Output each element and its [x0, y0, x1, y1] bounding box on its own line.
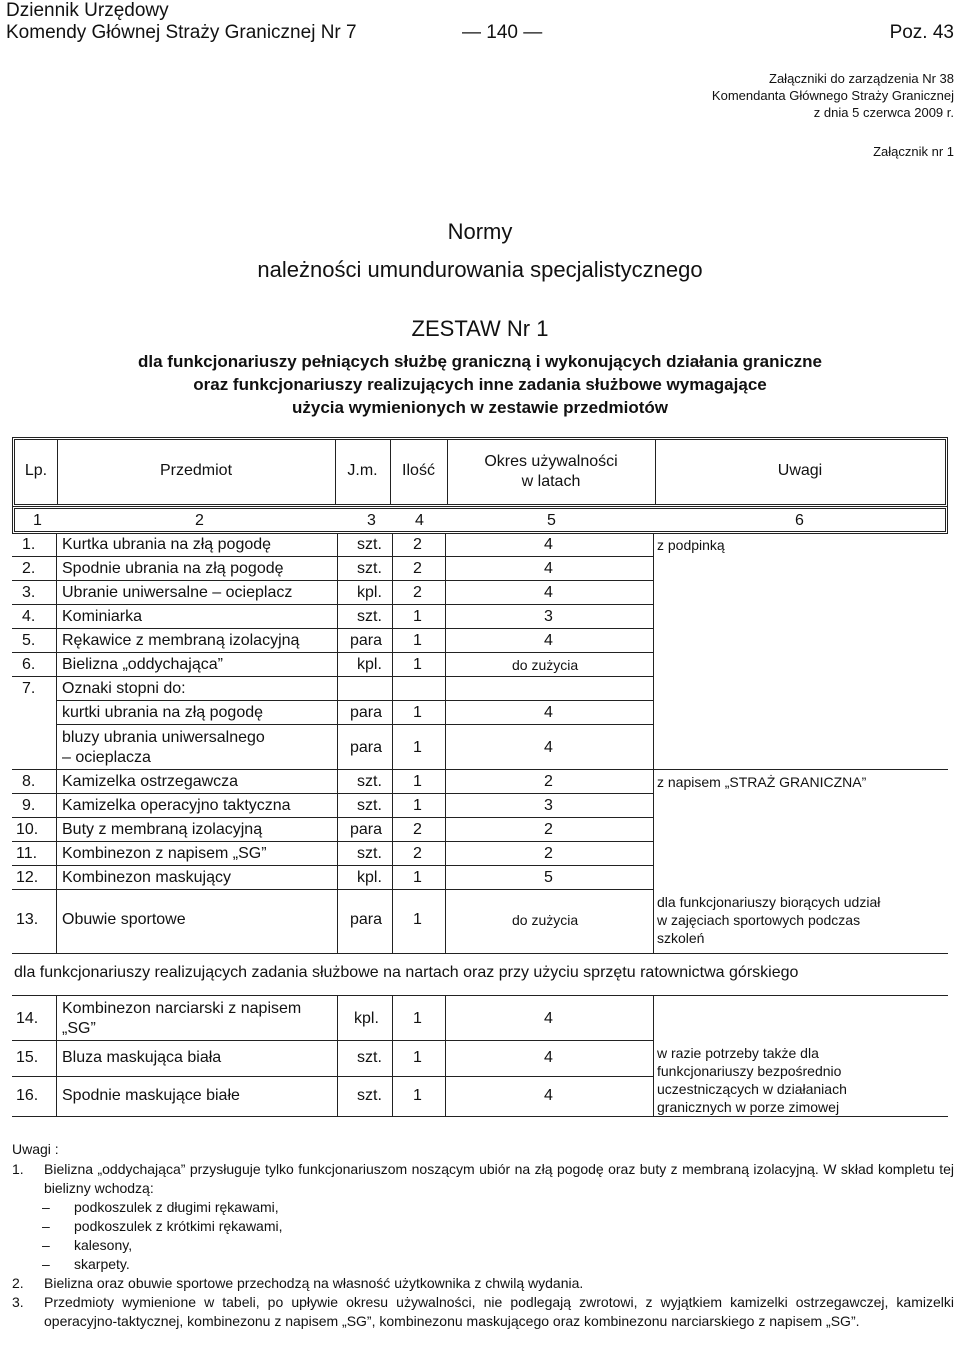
desc-line-1: dla funkcjonariuszy pełniących służbę graniczną i wykonujących działania graniczne	[138, 352, 822, 371]
row-7b-item-line-1: bluzy ubrania uniwersalnego	[62, 729, 265, 746]
row-1-period: 4	[544, 536, 553, 553]
header-remarks: Uwagi	[777, 462, 823, 479]
row-16-qty: 1	[413, 1087, 422, 1104]
index-6: 6	[795, 512, 804, 529]
index-1: 1	[33, 512, 42, 529]
row-7b-period: 4	[544, 739, 553, 756]
note-2-number: 2.	[12, 1275, 24, 1291]
row-9-item: Kamizelka operacyjno taktyczna	[62, 797, 291, 814]
row-5-item: Rękawice z membraną izolacyjną	[62, 632, 300, 649]
row-12-unit: kpl.	[357, 869, 382, 886]
journal-title	[6, 0, 357, 44]
row-11-qty: 2	[413, 845, 422, 862]
row-7-lp: 7.	[22, 680, 36, 697]
desc-line-2: oraz funkcjonariuszy realizujących inne zadania służbowe wymagające	[193, 375, 767, 394]
header-lp: Lp.	[24, 462, 48, 479]
row-13-period: do zużycia	[512, 912, 579, 928]
row-1-lp: 1.	[22, 536, 36, 553]
row-15-unit: szt.	[357, 1049, 382, 1066]
row-8-remarks: z napisem „STRAŻ GRANICZNA”	[657, 774, 867, 790]
header-qty: Ilość	[402, 462, 435, 479]
header-period	[447, 452, 655, 492]
row-13-remarks-line-3: szkoleń	[657, 930, 705, 946]
row-5-period: 4	[544, 632, 553, 649]
row-1-remarks: z podpinką	[657, 537, 725, 553]
row-11-period: 2	[544, 845, 553, 862]
set-title: ZESTAW Nr 1	[411, 316, 549, 341]
notes-section	[12, 1140, 954, 1331]
row-9-qty: 1	[413, 797, 422, 814]
row-14-unit: kpl.	[354, 1010, 379, 1027]
rows-remarks-line-1: w razie potrzeby także dla	[657, 1045, 819, 1061]
row-12-item: Kombinezon maskujący	[62, 869, 231, 886]
note-1-item-text: podkoszulek z krótkimi rękawami,	[74, 1218, 283, 1234]
dash-marker: –	[42, 1256, 50, 1272]
row-10-item: Buty z membraną izolacyjną	[62, 821, 263, 838]
row-8-period: 2	[544, 773, 553, 790]
row-15-period: 4	[544, 1049, 553, 1066]
appendix-label: Załącznik nr 1	[873, 144, 954, 159]
row-6-item: Bielizna „oddychająca”	[62, 656, 223, 673]
row-2-qty: 2	[413, 560, 422, 577]
row-5-unit: para	[350, 632, 383, 649]
attachment-line-2: Komendanta Głównego Straży Granicznej	[711, 88, 954, 103]
row-7-item: Oznaki stopni do:	[62, 680, 186, 697]
table-index-row	[12, 506, 948, 534]
row-4-period: 3	[544, 608, 553, 625]
row-7a-qty: 1	[413, 704, 422, 721]
note-1-item	[12, 1217, 954, 1236]
dash-marker: –	[42, 1199, 50, 1215]
note-1-item	[12, 1198, 954, 1217]
note-3-number: 3.	[12, 1294, 24, 1310]
row-5-lp: 5.	[22, 632, 36, 649]
row-15-qty: 1	[413, 1049, 422, 1066]
row-7b-qty: 1	[413, 739, 422, 756]
row-2-period: 4	[544, 560, 553, 577]
row-13-unit: para	[350, 911, 383, 928]
journal-line-1: Dziennik Urzędowy	[6, 0, 169, 21]
header-period-line-1: Okres używalności	[484, 453, 618, 470]
row-6-lp: 6.	[22, 656, 36, 673]
row-15-lp: 15.	[16, 1049, 39, 1066]
journal-line-2: Komendy Głównej Straży Granicznej Nr 7	[6, 22, 357, 43]
row-9-period: 3	[544, 797, 553, 814]
row-15-item: Bluza maskująca biała	[62, 1049, 222, 1066]
doc-subtitle: należności umundurowania specjalistycznego	[257, 257, 703, 282]
row-6-unit: kpl.	[357, 656, 382, 673]
section-note: dla funkcjonariuszy realizujących zadania służbowe na nartach oraz przy użyciu sprzętu ratownictwa górskiego	[14, 964, 799, 981]
note-1-item-text: skarpety.	[74, 1256, 130, 1272]
attachment-line-1: Załączniki do zarządzenia Nr 38	[769, 71, 954, 86]
row-14-lp: 14.	[16, 1010, 39, 1027]
rows-remarks-line-3: uczestniczących w działaniach	[657, 1081, 847, 1097]
row-1-unit: szt.	[357, 536, 382, 553]
row-4-item: Kominiarka	[62, 608, 143, 625]
row-9-lp: 9.	[22, 797, 36, 814]
note-1-item	[12, 1236, 954, 1255]
row-8-qty: 1	[413, 773, 422, 790]
row-4-qty: 1	[413, 608, 422, 625]
row-2-unit: szt.	[357, 560, 382, 577]
row-7a-period: 4	[544, 704, 553, 721]
set-description	[0, 350, 960, 419]
dash-marker: –	[42, 1218, 50, 1234]
rows-remarks-line-4: granicznych w porze zimowej	[657, 1099, 840, 1115]
rows-14-16-remarks	[657, 1044, 847, 1116]
row-7a-item: kurtki ubrania na złą pogodę	[62, 704, 264, 721]
table-body-2	[12, 995, 948, 1117]
row-7b-item	[62, 728, 265, 768]
row-16-item: Spodnie maskujące białe	[62, 1087, 240, 1104]
row-1-qty: 2	[413, 536, 422, 553]
index-3: 3	[367, 512, 376, 529]
row-7b-item-line-2: – ocieplacza	[62, 749, 151, 766]
doc-title: Normy	[447, 219, 513, 244]
dash-marker: –	[42, 1237, 50, 1253]
row-11-lp: 11.	[16, 845, 38, 862]
row-13-remarks-line-2: w zajęciach sportowych podczas	[657, 912, 861, 928]
row-13-lp: 13.	[16, 911, 39, 928]
note-1	[12, 1160, 954, 1198]
note-1-text: Bielizna „oddychająca” przysługuje tylko funkcjonariuszom noszącym ubiór na złą pogodę oraz buty z membraną izolacyjną. W skład kompletu tej bielizny wchodzą:	[44, 1161, 954, 1196]
row-3-item: Ubranie uniwersalne – ocieplacz	[62, 584, 293, 601]
page-number: — 140 —	[462, 22, 543, 43]
row-8-item: Kamizelka ostrzegawcza	[62, 773, 239, 790]
row-12-period: 5	[544, 869, 553, 886]
note-1-item-text: podkoszulek z długimi rękawami,	[74, 1199, 279, 1215]
row-14-qty: 1	[413, 1010, 422, 1027]
row-4-lp: 4.	[22, 608, 36, 625]
row-16-lp: 16.	[16, 1087, 39, 1104]
row-3-unit: kpl.	[357, 584, 382, 601]
row-9-unit: szt.	[357, 797, 382, 814]
row-2-lp: 2.	[22, 560, 36, 577]
rows-remarks-line-2: funkcjonariuszy bezpośrednio	[657, 1063, 842, 1079]
row-14-item	[62, 999, 301, 1039]
header-unit: J.m.	[347, 462, 378, 479]
attachment-line-3: z dnia 5 czerwca 2009 r.	[813, 105, 954, 120]
row-13-qty: 1	[413, 911, 422, 928]
note-1-number: 1.	[12, 1161, 24, 1177]
row-14-period: 4	[544, 1010, 553, 1027]
row-12-qty: 1	[413, 869, 422, 886]
row-8-unit: szt.	[357, 773, 382, 790]
row-10-lp: 10.	[16, 821, 39, 838]
row-2-item: Spodnie ubrania na złą pogodę	[62, 560, 284, 577]
attachment-info	[712, 70, 954, 121]
row-7a-unit: para	[350, 704, 383, 721]
row-11-item: Kombinezon z napisem „SG”	[62, 845, 267, 862]
row-10-period: 2	[544, 821, 553, 838]
row-4-unit: szt.	[357, 608, 382, 625]
notes-heading: Uwagi :	[12, 1141, 59, 1157]
row-3-qty: 2	[413, 584, 422, 601]
row-5-qty: 1	[413, 632, 422, 649]
row-6-period: do zużycia	[512, 657, 579, 673]
table-body	[12, 533, 948, 953]
header-period-line-2: w latach	[521, 473, 581, 490]
row-10-qty: 2	[413, 821, 422, 838]
row-16-period: 4	[544, 1087, 553, 1104]
position-number: Poz. 43	[889, 22, 954, 43]
row-13-item: Obuwie sportowe	[62, 911, 186, 928]
row-13-remarks	[657, 893, 880, 947]
note-2	[12, 1274, 954, 1293]
note-3-text: Przedmioty wymienione w tabeli, po upływie okresu używalności, nie podlegają zwrotowi, z wyjątkiem kamizelki ostrzegawczej, kamizelki operacyjno-taktycznej, kombinezonu z napisem „SG”, kombinezonu maskującego oraz kombinezonu narciarskiego z napisem „SG”.	[44, 1294, 954, 1329]
index-2: 2	[195, 512, 204, 529]
row-11-unit: szt.	[357, 845, 382, 862]
note-3	[12, 1293, 954, 1331]
table-header	[12, 437, 948, 507]
row-3-period: 4	[544, 584, 553, 601]
row-16-unit: szt.	[357, 1087, 382, 1104]
header-item: Przedmiot	[159, 462, 233, 479]
index-4: 4	[415, 512, 424, 529]
note-2-text: Bielizna oraz obuwie sportowe przechodzą na własność użytkownika z chwilą wydania.	[44, 1275, 584, 1291]
note-1-item	[12, 1255, 954, 1274]
row-3-lp: 3.	[22, 584, 36, 601]
index-5: 5	[547, 512, 556, 529]
row-14-item-line-1: Kombinezon narciarski z napisem	[62, 1000, 302, 1017]
row-7b-unit: para	[350, 739, 383, 756]
row-8-lp: 8.	[22, 773, 36, 790]
row-12-lp: 12.	[16, 869, 39, 886]
row-6-qty: 1	[413, 656, 422, 673]
desc-line-3: użycia wymienionych w zestawie przedmiotów	[292, 398, 668, 417]
row-14-item-line-2: „SG”	[62, 1020, 96, 1037]
row-1-item: Kurtka ubrania na złą pogodę	[62, 536, 272, 553]
row-13-remarks-line-1: dla funkcjonariuszy biorących udział	[657, 894, 881, 910]
row-10-unit: para	[350, 821, 383, 838]
note-1-item-text: kalesony,	[74, 1237, 133, 1253]
